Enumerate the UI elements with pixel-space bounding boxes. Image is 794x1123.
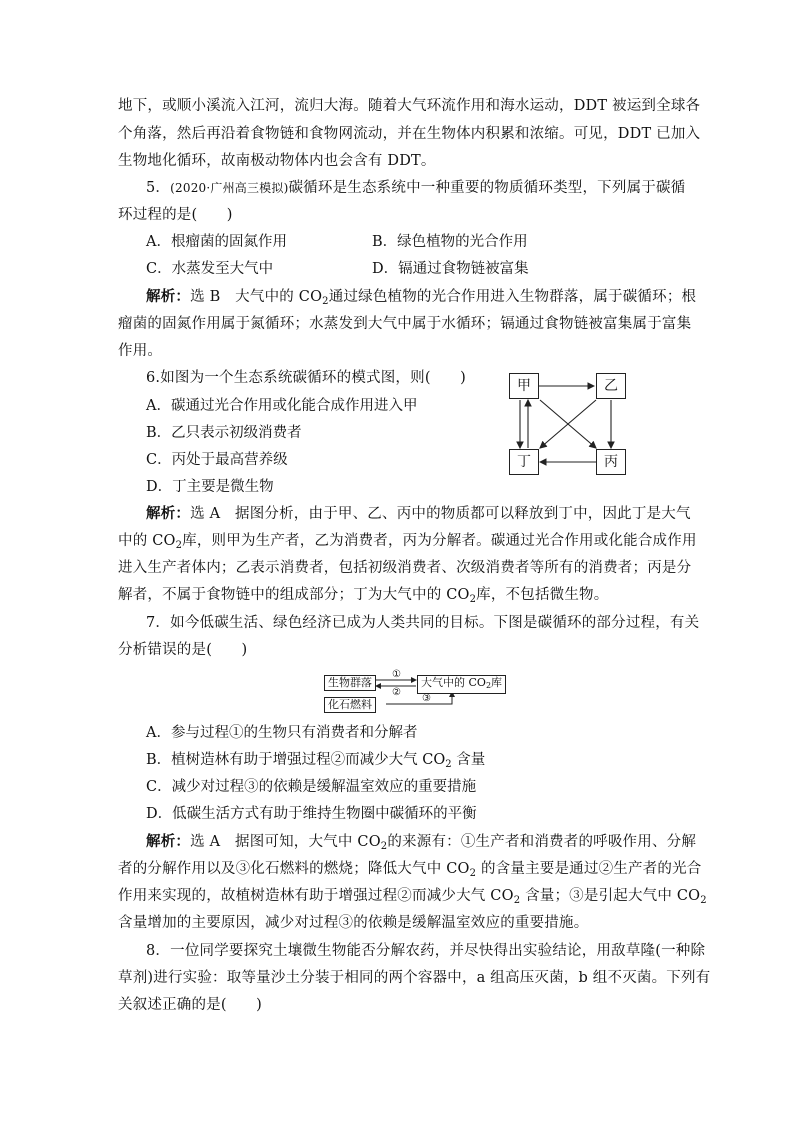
intro-line-2: 个角落，然后再沿着食物链和食物网流动，并在生物体内积累和浓缩。可见，DDT 已加入 — [118, 126, 701, 142]
q5-option-a: A．根瘤菌的固氮作用 — [146, 234, 287, 250]
q7-analysis-text-3b: 含量；③是引起大气中 CO — [520, 888, 701, 904]
intro-line-3: 生物地化循环，故南极动物体内也会含有 DDT。 — [118, 153, 436, 169]
process-label-1: ① — [392, 669, 401, 680]
q5-analysis-line-3: 作用。 — [118, 343, 163, 359]
q5-analysis-text-b: 通过绿色植物的光合作用进入生物群落，属于碳循环；根 — [328, 289, 697, 305]
q7-analysis-text-3a: 作用来实现的，故植树造林有助于增强过程②而减少大气 CO — [118, 888, 514, 904]
q6-analysis-label: 解析： — [146, 505, 191, 522]
q7-stem-line-2: 分析错误的是( ) — [118, 642, 248, 658]
q5-analysis-line-2: 瘤菌的固氮作用属于氮循环；水蒸发到大气中属于水循环；镉通过食物链被富集属于富集 — [118, 316, 692, 332]
q7-option-b — [146, 750, 485, 775]
atm-co2-label-a: 大气中的 CO — [421, 676, 486, 689]
q6-option-c: C．丙处于最高营养级 — [146, 452, 288, 468]
q7-analysis-line-3 — [118, 886, 707, 911]
q7-analysis-text-1b: 的来源有：①生产者和消费者的呼吸作用、分解 — [387, 834, 697, 850]
subscript-2: 2 — [513, 895, 521, 906]
q7-option-b-text-a: B．植树造林有助于增强过程②而减少大气 CO — [146, 752, 446, 768]
q7-stem-line-1: 7．如今低碳生活、绿色经济已成为人类共同的目标。下图是碳循环的部分过程，有关 — [146, 615, 700, 631]
q5-stem-line-1 — [146, 178, 685, 198]
q6-option-d: D．丁主要是微生物 — [146, 479, 274, 495]
flow-node-fossil-fuel: 化石燃料 — [324, 697, 376, 713]
q5-option-b: B．绿色植物的光合作用 — [372, 234, 528, 250]
process-label-3: ③ — [422, 693, 431, 704]
q8-stem-line-3: 关叙述正确的是( ) — [118, 997, 263, 1013]
subscript-2: 2 — [700, 895, 707, 906]
q5-stem-a: 碳循环是生态系统中一种重要的物质循环类型，下列属于碳循 — [288, 180, 686, 196]
q7-analysis-text-1a: 选 A 据图可知，大气中 CO — [190, 834, 381, 850]
node-ding: 丁 — [509, 449, 539, 475]
carbon-flow-diagram — [322, 670, 502, 714]
q7-analysis-line-4: 含量增加的主要原因，减少对过程③的依赖是缓解温室效应的重要措施。 — [118, 915, 589, 931]
q5-option-d: D．镉通过食物链被富集 — [372, 261, 529, 277]
q6-analysis-line-1 — [146, 504, 691, 524]
q7-analysis-text-2a: 者的分解作用以及③化石燃料的燃烧；降低大气中 CO — [118, 861, 470, 877]
q7-option-d: D．低碳生活方式有助于维持生物圈中碳循环的平衡 — [146, 806, 477, 822]
q6-stem: 6.如图为一个生态系统碳循环的模式图，则( ) — [146, 370, 466, 386]
atm-co2-label-b: 库 — [491, 676, 503, 689]
subscript-2: 2 — [445, 759, 452, 770]
q6-option-b: B．乙只表示初级消费者 — [146, 425, 302, 441]
q5-analysis-line-1 — [146, 287, 696, 312]
node-jia: 甲 — [509, 373, 539, 399]
q6-analysis-text-2a: 中的 CO — [118, 533, 176, 549]
process-label-2: ② — [392, 687, 401, 698]
subscript-2: 2 — [469, 868, 477, 879]
q6-analysis-text-4a: 解者，不属于食物链中的组成部分；丁为大气中的 CO — [118, 587, 470, 603]
q5-option-c: C．水蒸发至大气中 — [146, 261, 274, 277]
q7-option-a: A．参与过程①的生物只有消费者和分解者 — [146, 725, 418, 741]
q7-analysis-line-2 — [118, 859, 701, 884]
q7-analysis-line-1 — [146, 832, 696, 857]
flow-node-biotic-community: 生物群落 — [324, 675, 376, 691]
q5-stem-line-2: 环过程的是( ) — [118, 207, 233, 223]
q6-analysis-line-3: 进入生产者体内；乙表示消费者，包括初级消费者、次级消费者等所有的消费者；丙是分 — [118, 560, 692, 576]
q5-analysis-label: 解析： — [146, 288, 191, 305]
subscript-2: 2 — [469, 594, 477, 605]
q6-analysis-text-1: 选 A 据图分析，由于甲、乙、丙中的物质都可以释放到丁中，因此丁是大气 — [190, 506, 691, 522]
q7-option-c: C．减少对过程③的依赖是缓解温室效应的重要措施 — [146, 779, 477, 795]
intro-line-1: 地下，或顺小溪流入江河，流归大海。随着大气环流作用和海水运动，DDT 被运到全球各 — [118, 98, 701, 114]
q7-analysis-text-2b: 的含量主要是通过②生产者的光合 — [476, 861, 702, 877]
q8-stem-line-1: 8．一位同学要探究土壤微生物能否分解农药，并尽快得出实验结论，用敌草隆(一种除 — [146, 943, 706, 959]
q6-analysis-text-4b: 库，不包括微生物。 — [476, 587, 609, 603]
q7-analysis-label: 解析： — [146, 833, 191, 850]
q6-analysis-line-4 — [118, 585, 608, 610]
node-yi: 乙 — [596, 373, 626, 399]
subscript-2: 2 — [380, 841, 388, 852]
subscript-2: 2 — [322, 296, 329, 307]
subscript-2: 2 — [175, 540, 183, 551]
flow-node-atmospheric-co2 — [417, 675, 506, 694]
q8-stem-line-2: 草剂)进行实验：取等量沙土分装于相同的两个容器中，a 组高压灭菌，b 组不灭菌。下列有 — [118, 970, 711, 986]
subscript-2: 2 — [485, 681, 492, 690]
q6-analysis-line-2 — [118, 531, 697, 556]
q5-number: 5． — [146, 180, 171, 196]
carbon-cycle-diagram — [508, 372, 636, 476]
q6-analysis-text-2b: 库，则甲为生产者，乙为消费者，丙为分解者。碳通过光合作用或化能合成作用 — [182, 533, 697, 549]
q7-option-b-text-b: 含量 — [451, 752, 486, 768]
q6-option-a: A．碳通过光合作用或化能合成作用进入甲 — [146, 398, 418, 414]
q5-analysis-text-a: 选 B 大气中的 CO — [190, 289, 323, 305]
node-bing: 丙 — [596, 449, 626, 475]
q5-source: (2020·广州高三模拟) — [170, 181, 289, 195]
